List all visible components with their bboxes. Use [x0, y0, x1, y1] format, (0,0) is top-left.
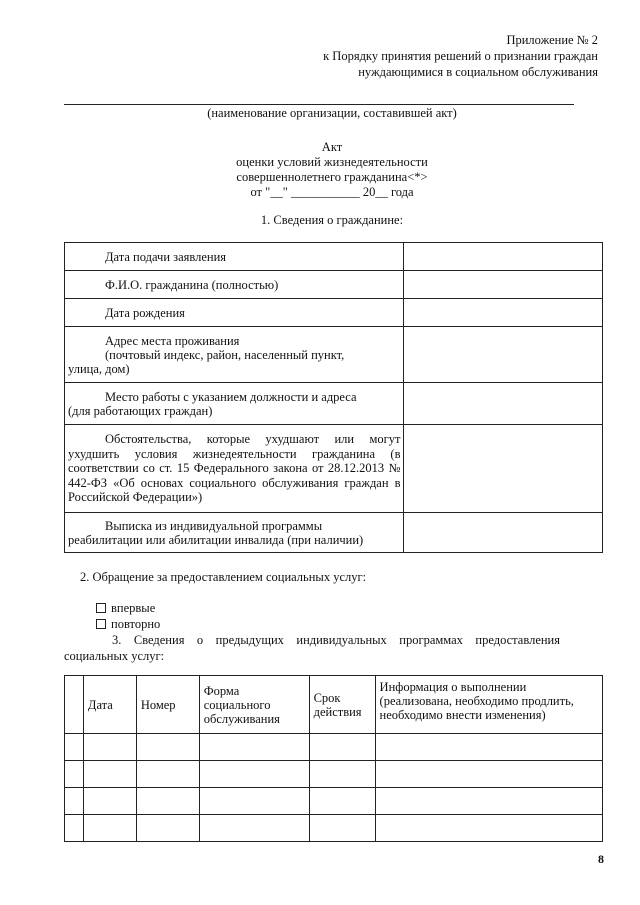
header-date: Дата [83, 676, 136, 734]
value-cell [404, 383, 603, 425]
value-cell [404, 425, 603, 513]
row-label: Ф.И.О. гражданина (полностью) [65, 271, 404, 299]
option-first[interactable] [96, 600, 160, 616]
section3-line2: социальных услуг: [64, 649, 165, 663]
appendix-line1: Приложение № 2 [506, 33, 598, 47]
org-name-line [64, 104, 574, 105]
act-title: Акт [321, 140, 343, 154]
table-row [65, 425, 603, 513]
table-header-row [65, 676, 603, 734]
address-line3: улица, дом) [68, 361, 130, 376]
org-caption: (наименование организации, составившей акт) [207, 106, 457, 120]
value-cell [404, 299, 603, 327]
row-label: Дата подачи заявления [65, 243, 404, 271]
table-row [65, 271, 603, 299]
row-label [65, 327, 404, 383]
row-label: Дата рождения [65, 299, 404, 327]
appendix-line2: к Порядку принятия решений о признании граждан [323, 49, 598, 63]
table-row [65, 383, 603, 425]
value-cell [404, 327, 603, 383]
extract-line1: Выписка из индивидуальной программы [105, 518, 323, 533]
appendix-header [198, 32, 598, 80]
header-info: Информация о выполнении (реализована, необходимо продлить, необходимо внести изменения) [375, 676, 602, 734]
table-row [65, 513, 603, 553]
section3-heading [64, 632, 560, 664]
circumstances-label: Обстоятельства, которые ухудшают или могут ухудшить условия жизнедеятельности гражданина (в соответствии со ст. 15 Федерального закона от 28.12.2013 № 442-ФЗ «Об основах социального обслуживания граждан в Российской Федерации») [65, 425, 404, 513]
section1-heading: 1. Сведения о гражданине: [260, 213, 404, 227]
option-repeat-label: повторно [111, 617, 161, 631]
value-cell [404, 243, 603, 271]
extract-line2: реабилитации или абилитации инвалида (при наличии) [68, 532, 364, 547]
checkbox-icon[interactable] [96, 603, 106, 613]
row-label [65, 383, 404, 425]
table-row [65, 761, 603, 788]
checkbox-icon[interactable] [96, 619, 106, 629]
table-row [65, 299, 603, 327]
table-row [65, 788, 603, 815]
section2-heading: 2. Обращение за предоставлением социальных услуг: [80, 570, 367, 584]
act-date-line: от "__" ___________ 20__ года [250, 185, 414, 199]
header-number: Номер [136, 676, 199, 734]
row-label [65, 513, 404, 553]
table-row [65, 734, 603, 761]
address-line2: (почтовый индекс, район, населенный пункт, [105, 347, 345, 362]
header-empty [65, 676, 84, 734]
section3-line1: 3. Сведения о предыдущих индивидуальных программах предоставления [112, 633, 560, 647]
address-line1: Адрес места проживания [105, 333, 240, 348]
appendix-line3: нуждающимися в социальном обслуживания [358, 65, 598, 79]
option-first-label: впервые [111, 601, 156, 615]
value-cell [404, 271, 603, 299]
request-options [96, 600, 160, 632]
work-line2: (для работающих граждан) [68, 403, 213, 418]
act-line1: оценки условий жизнедеятельности [236, 155, 428, 169]
option-repeat[interactable] [96, 616, 160, 632]
act-line2: совершеннолетнего гражданина<*> [236, 170, 428, 184]
citizen-info-table [64, 242, 603, 553]
header-form: Форма социального обслуживания [199, 676, 309, 734]
header-term: Срок действия [309, 676, 375, 734]
value-cell [404, 513, 603, 553]
programs-table [64, 675, 603, 842]
page-number: 8 [598, 852, 604, 866]
act-title-block [64, 140, 600, 200]
work-line1: Место работы с указанием должности и адреса [105, 389, 357, 404]
table-row [65, 327, 603, 383]
table-row [65, 815, 603, 842]
table-row [65, 243, 603, 271]
